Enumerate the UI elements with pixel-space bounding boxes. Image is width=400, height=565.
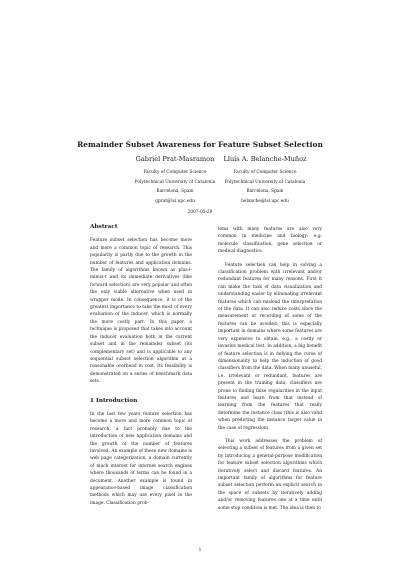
author-name: Gabriel Prat-Masramon [135, 155, 215, 163]
section-heading-introduction: 1 Introduction [90, 397, 138, 404]
author-city: Barcelona, Spain [246, 189, 284, 194]
page-number: 1 [198, 548, 202, 553]
left-column [90, 224, 192, 507]
body-paragraph: Feature selection can help in solving a classification problem with irrelevant and/or redundant features for many reasons. First it can make the task of data visualization and understanding easier by eliminating irrelevant features which can mislead the interpretation of the data. It can also reduce costs since the measurement or recording of some of the features can be avoided; this is especially important in domains where some features are very expensive to obtain, e.g., a costly or invasive medical test. In addition, a big benefit of feature selection is in defying the curse of dimensionality to help the induction of good classifiers from the data. When many unuseful, i.e. irrelevant or redundant, features are present in the training data, classifiers are prone to finding false regularities in the input features and learn from that instead of learning from the features that really determine the instance class (this is also valid when predicting the instance target value in the case of regression). [218, 262, 322, 431]
abstract-heading: Abstract [90, 224, 118, 230]
abstract-text: Feature subset selection has become more and more a common topic of research. This popularity is partly due to the growth in the number of features and application domains. The family of algorithms known as plus-l-minus-r and its immediate derivatives (like forward selection) are very popular and often the only viable alternative when used in wrapper mode. In consequence, it is of the greatest importance to take the most of every evaluation of the inducer, which is normally the more costly part. In this paper, a technique is proposed that takes into account the inducer evaluation both in the current subset and in the remainder subset (its complementary set) and is applicable to any sequential subset selection algorithm at a reasonable overhead in cost. Its feasibility is demonstrated on a series of benchmark data sets. [90, 238, 192, 385]
author-university: Polytechnical University of Catalonia [224, 179, 306, 185]
author-name: Lluís A. Belanche-Muñoz [223, 155, 307, 163]
intro-paragraph: In the last few years feature selection has become a more and more common topic of research, a fact probably due to the introduction of new application domains and the growth of the number of features involved. An example of these new domains is web page categorization, a domain currently of much interest for internet search engines where thousands of terms can be found in a document. Another example is found in appearance-based image classification methods which may use every pixel in the image. Classification prob- [90, 411, 192, 506]
body-paragraph: lems with many features are also very common in medicine and biology: e.g. molecule classification, gene selection or medical diagnostics. [218, 227, 322, 255]
author-department: Faculty of Computer Science [233, 170, 297, 175]
author-email: belanche@lsi.upc.edu [241, 198, 289, 204]
author-department: Faculty of Computer Science [143, 170, 207, 175]
right-column [218, 226, 322, 512]
body-paragraph: This work addresses the problem of selecting a subset of features from a given set by introducing a general-purpose modification for feature subset selection algorithms which iteratively select and discard features. An important family of algorithms for feature subset selection perform an explicit search in the space of subsets by iteratively adding and/or removing features one at a time until some stop condition is met. The idea is then to [218, 438, 322, 511]
paper-title: Remainder Subset Awareness for Feature Subset Selection [77, 140, 323, 149]
author-city: Barcelona, Spain [156, 189, 194, 194]
author-university: Polytechnical University of Catalonia [134, 179, 216, 185]
paper-date: 2007-05-29 [187, 210, 213, 215]
author-block-2 [195, 155, 335, 206]
author-email: gprat@lsi.upc.edu [155, 198, 195, 204]
